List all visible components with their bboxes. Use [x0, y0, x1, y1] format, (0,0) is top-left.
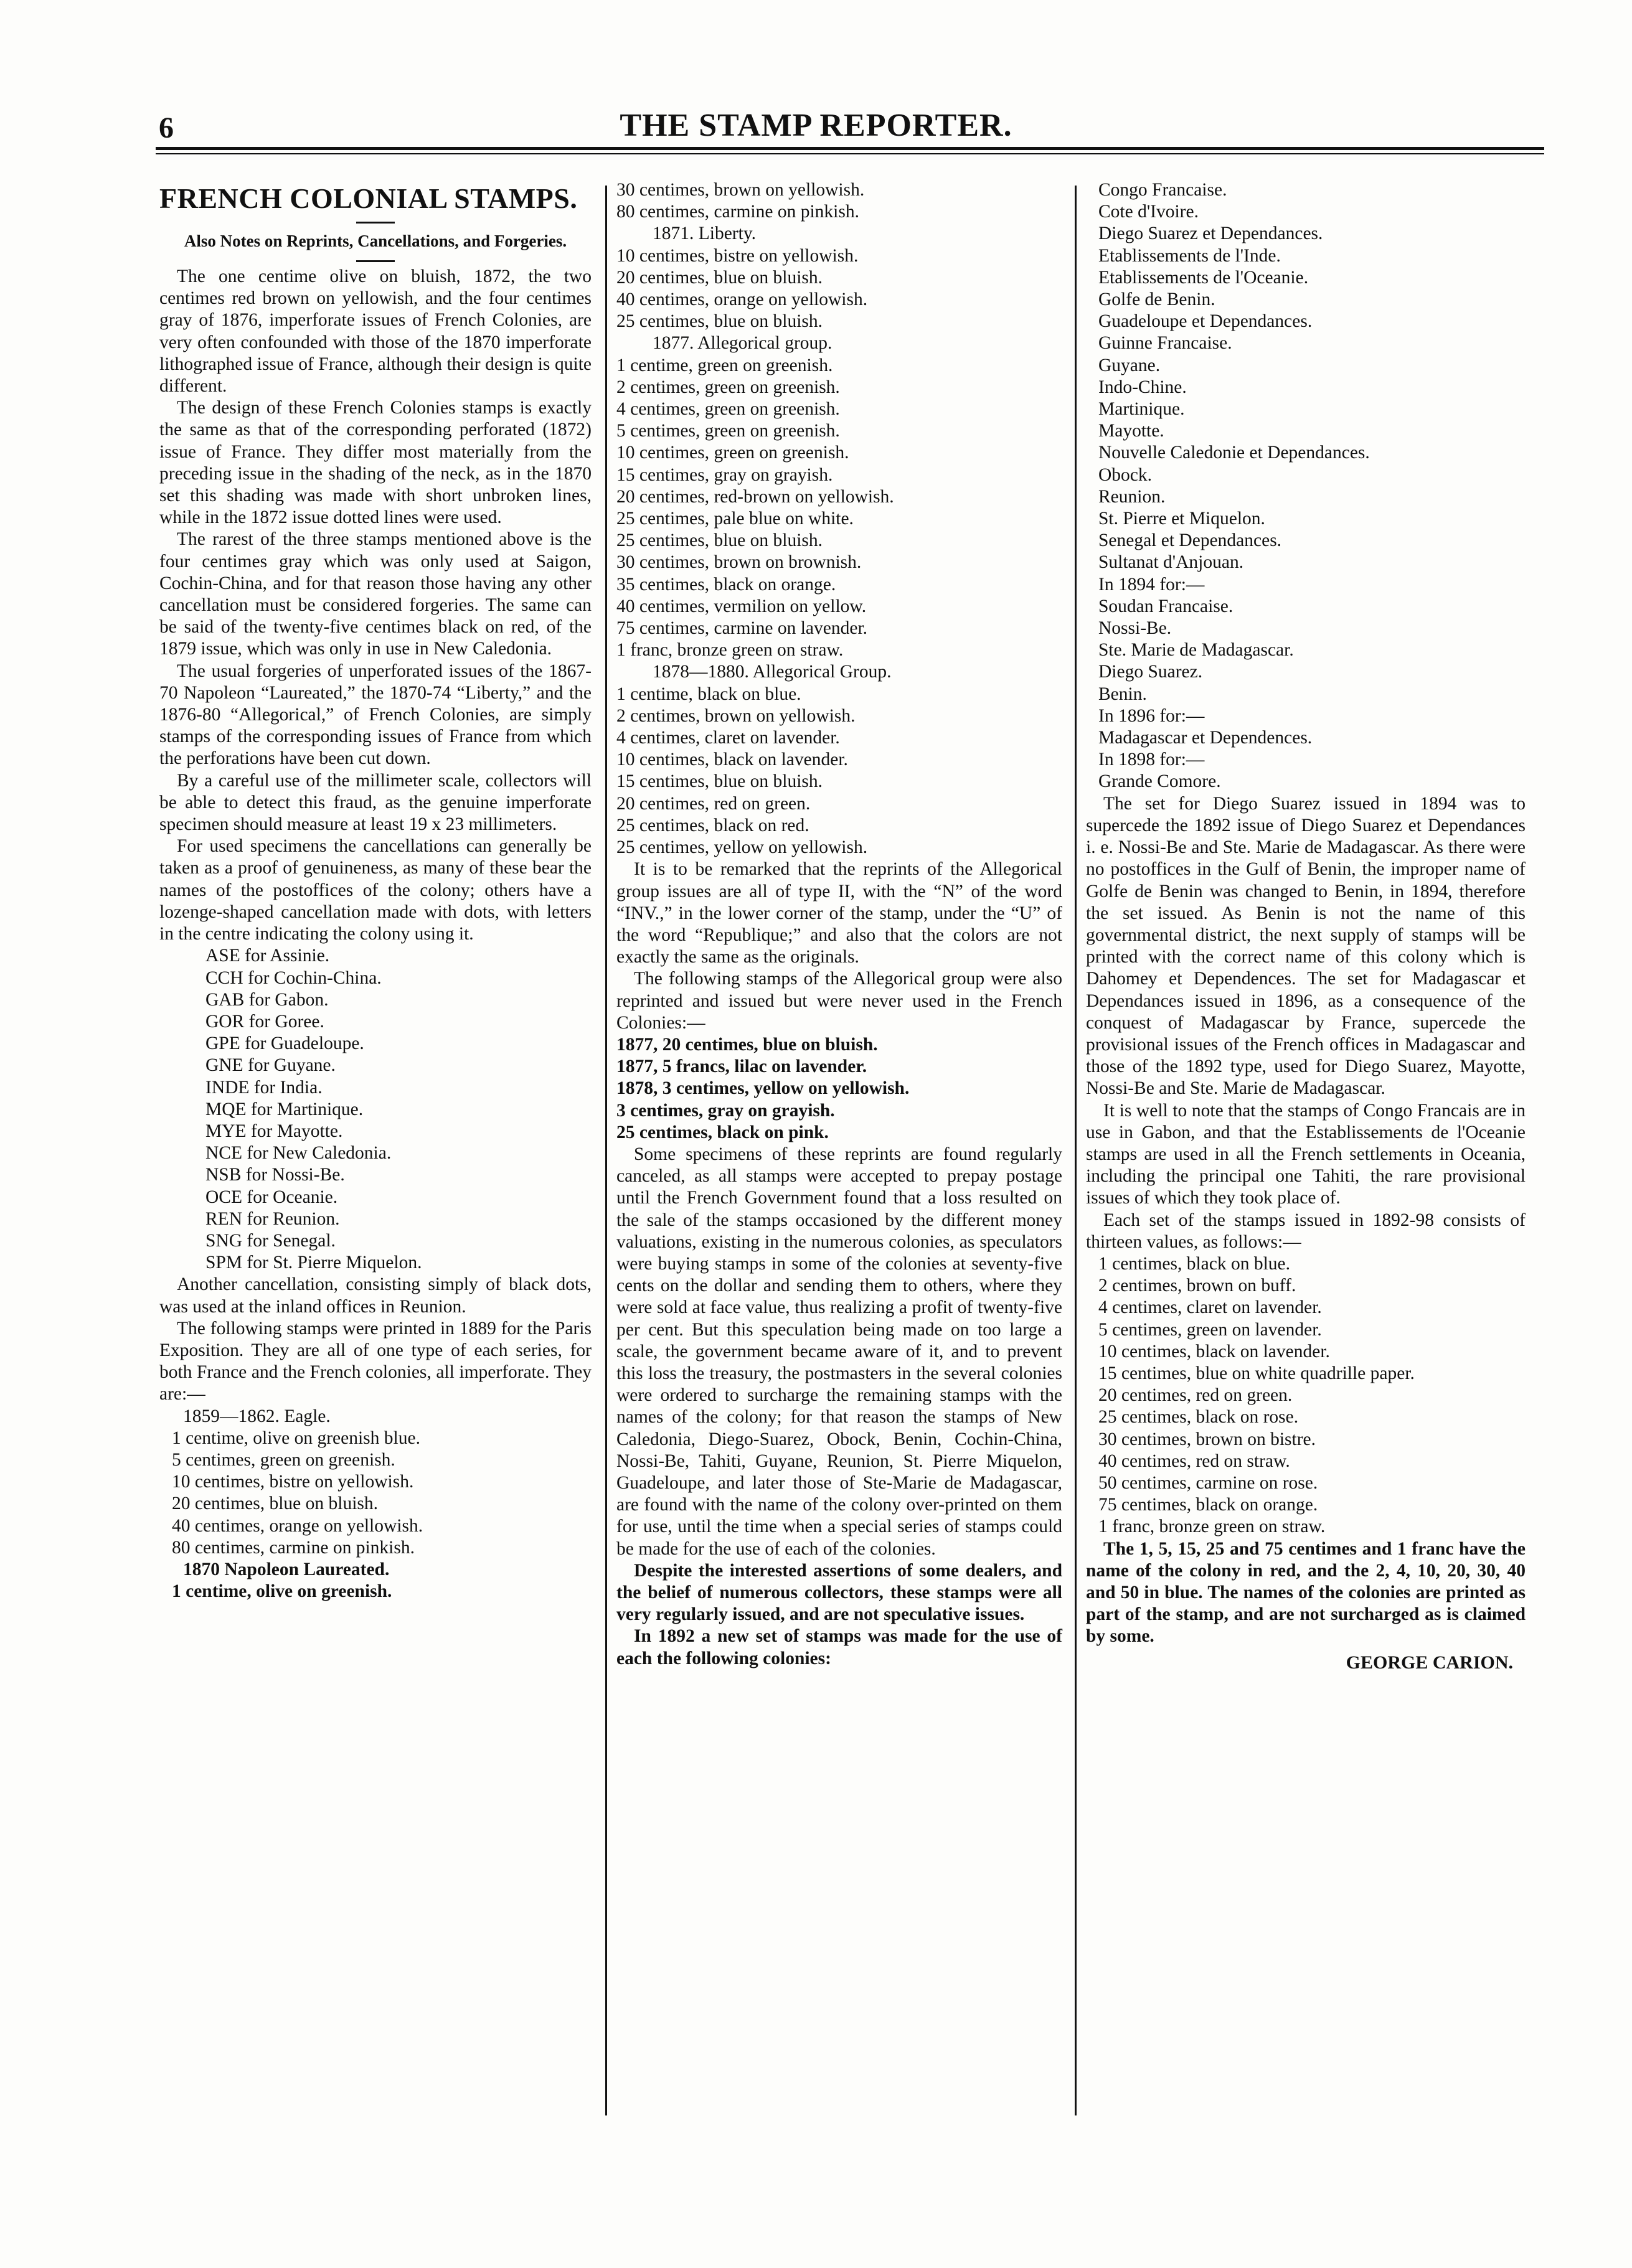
- column-2: [616, 179, 1062, 1670]
- stamp-list-item: 10 centimes, green on greenish.: [616, 443, 849, 463]
- intro-paragraphs: [159, 266, 592, 945]
- cancellation-notes: [159, 1274, 592, 1405]
- header-rule-thin: [156, 153, 1544, 154]
- stamp-list-item: 30 centimes, brown on bistre.: [1098, 1429, 1316, 1449]
- napoleon-heading: 1870 Napoleon Laureated.: [183, 1559, 390, 1579]
- colony-item: In 1898 for:—: [1098, 750, 1205, 770]
- cancellation-item: REN for Reunion.: [205, 1208, 340, 1229]
- allegorical-1877-heading: 1877. Allegorical group.: [653, 333, 833, 354]
- intro-paragraph: The rarest of the three stamps mentioned above is the four centimes gray which was only used at Saigon, Cochin-China, and for that reason those having any other cancellation must be considered forgeries. The same can be said of the twenty-five centimes black on red, of the 1879 issue, which was only in use in New Caledonia.: [159, 529, 592, 659]
- body-paragraph: Another cancellation, consisting simply of black dots, was used at the inland offices in Reunion.: [159, 1274, 592, 1317]
- stamp-list-item: 1 centimes, black on blue.: [1098, 1253, 1291, 1274]
- stamp-list-item: 1877, 5 francs, lilac on lavender.: [616, 1056, 867, 1077]
- stamp-list-item: 5 centimes, green on lavender.: [1098, 1319, 1322, 1340]
- intro-paragraph: The one centime olive on bluish, 1872, the two centimes red brown on yellowish, and the four centimes gray of 1876, imperforate issues of French Colonies, are very often confounded with those of the 1870 imperforate lithographed issue of France, although their design is quite different.: [159, 266, 592, 397]
- cancellation-item: SNG for Senegal.: [205, 1230, 336, 1251]
- colony-item: Diego Suarez.: [1098, 662, 1203, 682]
- stamp-list-item: 20 centimes, red-brown on yellowish.: [616, 486, 894, 507]
- eagle-list: [159, 1428, 592, 1559]
- colony-item: Mayotte.: [1098, 421, 1164, 441]
- never-used-paragraph: The following stamps of the Allegorical group were also reprinted and issued but were never used in the French Colonies:—: [616, 969, 1062, 1033]
- stamp-list-item: 25 centimes, pale blue on white.: [616, 509, 854, 529]
- colony-item: Guyane.: [1098, 355, 1161, 375]
- stamp-list-item: 80 centimes, carmine on pinkish.: [616, 202, 859, 222]
- title-dash: [356, 222, 395, 224]
- liberty-list: [616, 245, 1062, 333]
- stamp-list-item: 25 centimes, black on pink.: [616, 1122, 829, 1142]
- article-title: FRENCH COLONIAL STAMPS.: [159, 182, 578, 214]
- stamp-list-item: 30 centimes, brown on brownish.: [616, 552, 862, 573]
- colony-item: Reunion.: [1098, 486, 1166, 507]
- stamp-list-item: 1 centime, green on greenish.: [616, 355, 833, 375]
- colony-item: Congo Francaise.: [1098, 180, 1227, 200]
- subtitle-dash: [356, 260, 395, 262]
- cancellation-item: MQE for Martinique.: [205, 1099, 364, 1119]
- colony-item: In 1894 for:—: [1098, 574, 1205, 595]
- stamp-list-item: 5 centimes, green on greenish.: [616, 421, 840, 441]
- cancellation-item: INDE for India.: [205, 1077, 323, 1098]
- allegorical-1877-list: [616, 355, 1062, 662]
- colony-item: Obock.: [1098, 464, 1153, 485]
- cancellation-item: GOR for Goree.: [205, 1011, 324, 1032]
- stamp-list-item: 1 centime, black on blue.: [616, 684, 801, 704]
- intro-paragraph: The usual forgeries of unperforated issues of the 1867-70 Napoleon “Laureated,” the 1870-74 “Liberty,” and the 1876-80 “Allegorical,” of French Colonies, are simply stamps of the corresponding issues of France from which the perforations have been cut down.: [159, 661, 592, 769]
- stamp-list-item: 20 centimes, red on green.: [1098, 1385, 1293, 1406]
- stamp-list-item: 1 franc, bronze green on straw.: [1098, 1517, 1326, 1537]
- stamp-list-item: 2 centimes, green on greenish.: [616, 377, 840, 397]
- column-1: [159, 179, 592, 1602]
- cancellation-item: GPE for Guadeloupe.: [205, 1033, 364, 1054]
- cancellation-item: ASE for Assinie.: [205, 946, 330, 966]
- colony-item: Cote d'Ivoire.: [1098, 202, 1199, 222]
- colonies-list: [1086, 179, 1526, 793]
- colony-item: Diego Suarez et Dependances.: [1098, 224, 1323, 244]
- stamp-list-item: 1877, 20 centimes, blue on bluish.: [616, 1034, 878, 1055]
- colony-item: In 1896 for:—: [1098, 705, 1205, 726]
- stamp-list-item: 75 centimes, carmine on lavender.: [616, 618, 868, 639]
- colony-item: Nouvelle Caledonie et Dependances.: [1098, 443, 1370, 463]
- colony-item: Indo-Chine.: [1098, 377, 1187, 397]
- stamp-list-item: 20 centimes, blue on bluish.: [616, 267, 823, 288]
- final-paragraph: The 1, 5, 15, 25 and 75 centimes and 1 franc have the name of the colony in red, and the 2, 4, 10, 20, 30, 40 and 50 in blue. The names of the colonies are printed as part of the stamp, and are not surcharged as is claimed by some.: [1086, 1538, 1526, 1647]
- stamp-list-item: 40 centimes, vermilion on yellow.: [616, 596, 867, 616]
- diego-suarez-paragraph: The set for Diego Suarez issued in 1894 was to supercede the 1892 issue of Diego Suarez et Dependances i. e. Nossi-Be and Ste. Marie de Madagascar. As there were no postoffices in the Gulf of Benin, the improper name of Golfe de Benin was changed to Benin, in 1894, therefore the set issued. As Benin is not the name of this governmental district, the next supply of stamps will be printed with the correct name of this colony which is Dahomey et Dependences. The set for Madagascar et Dependances issued in 1896, as a consequence of the conquest of Madagascar by France, supercede the provisional issues of the French offices in Madagascar and those of the 1892 type, used for Diego Suarez, Mayotte, Nossi-Be and Ste. Marie de Madagascar.: [1086, 793, 1526, 1099]
- stamp-list-item: 25 centimes, black on rose.: [1098, 1407, 1299, 1428]
- intro-paragraph: For used specimens the cancellations can generally be taken as a proof of genuineness, as many of these bear the names of the postoffices of the colony; others have a lozenge-shaped cancellation made with dots, with letters in the centre indicating the colony using it.: [159, 836, 592, 944]
- cancellation-item: GAB for Gabon.: [205, 989, 329, 1010]
- stamp-list-item: 1 franc, bronze green on straw.: [616, 640, 844, 661]
- thirteen-values-list: [1086, 1253, 1526, 1538]
- column-3: [1086, 179, 1526, 1673]
- stamp-list-item: 15 centimes, blue on white quadrille paper.: [1098, 1363, 1415, 1383]
- stamp-list-item: 5 centimes, green on greenish.: [172, 1449, 395, 1470]
- colony-item: Senegal et Dependances.: [1098, 530, 1282, 551]
- in-1892-paragraph: In 1892 a new set of stamps was made for the use of each the following colonies:: [616, 1626, 1062, 1668]
- intro-paragraph: By a careful use of the millimeter scale, collectors will be able to detect this fraud, as the genuine imperforate specimen should measure at least 19 x 23 millimeters.: [159, 770, 592, 835]
- allegorical-1878-heading: 1878—1880. Allegorical Group.: [653, 662, 892, 682]
- stamp-list-item: 1 centime, olive on greenish.: [172, 1581, 392, 1602]
- allegorical-1878-list: [616, 684, 1062, 859]
- colony-item: St. Pierre et Miquelon.: [1098, 509, 1265, 529]
- colony-item: Martinique.: [1098, 399, 1185, 420]
- column-divider: [605, 186, 607, 2115]
- stamp-list-item: 4 centimes, claret on lavender.: [616, 728, 840, 748]
- congo-paragraph: It is well to note that the stamps of Congo Francais are in use in Gabon, and that the Establissements de l'Oceanie stamps are used in all the French settlements in Oceania, including the principal one Tahiti, the rare provisional issues of which they took place of.: [1086, 1100, 1526, 1208]
- colony-item: Guadeloupe et Dependances.: [1098, 311, 1313, 332]
- despite-paragraph: Despite the interested assertions of some dealers, and the belief of numerous collectors, these stamps were all very regularly issued, and are not speculative issues.: [616, 1560, 1062, 1625]
- stamp-list-item: 2 centimes, brown on buff.: [1098, 1276, 1296, 1296]
- cancellation-item: MYE for Mayotte.: [205, 1121, 343, 1141]
- eagle-heading: 1859—1862. Eagle.: [183, 1406, 331, 1426]
- cancellation-item: SPM for St. Pierre Miquelon.: [205, 1253, 422, 1273]
- colony-item: Etablissements de l'Inde.: [1098, 245, 1281, 266]
- colony-item: Sultanat d'Anjouan.: [1098, 552, 1244, 573]
- cancellation-item: NSB for Nossi-Be.: [205, 1165, 345, 1185]
- body-paragraph: The following stamps were printed in 1889 for the Paris Exposition. They are all of one type of each series, for both France and the French colonies, all imperforate. They are:—: [159, 1318, 592, 1405]
- never-used-list: [616, 1034, 1062, 1144]
- colony-item: Guinne Francaise.: [1098, 333, 1232, 354]
- colony-item: Grande Comore.: [1098, 771, 1221, 792]
- colony-item: Nossi-Be.: [1098, 618, 1172, 639]
- colony-item: Etablissements de l'Oceanie.: [1098, 267, 1309, 288]
- masthead-title: THE STAMP REPORTER.: [620, 108, 1012, 143]
- colony-item: Benin.: [1098, 684, 1147, 704]
- surcharge-paragraph: Some specimens of these reprints are found regularly canceled, as all stamps were accepted to prepay postage until the French Government found that a loss resulted on the sale of the stamps occasioned by the different money valuations, existing in the numerous colonies, as speculators were buying stamps in some of the colonies at seventy-five cents on the dollar and sending them to others, where they were sold at face value, thus realizing a profit of twenty-five per cent. But this speculation being made on too large a scale, the government became aware of it, and to prevent this loss the treasury, the postmasters in the several colonies were ordered to surcharge the remaining stamps with the names of the colony; for that reason the stamps of New Caledonia, Diego-Suarez, Obock, Benin, Cochin-China, Nossi-Be, Tahiti, Guyane, Reunion, St. Pierre Miquelon, Guadeloupe, and later those of Ste-Marie de Madagascar, are found with the name of the colony over-printed on them for use, until the time when a special series of stamps could be made for the use of each of the colonies.: [616, 1144, 1062, 1559]
- stamp-list-item: 15 centimes, blue on bluish.: [616, 771, 823, 792]
- liberty-heading: 1871. Liberty.: [653, 224, 757, 244]
- stamp-list-item: 1 centime, olive on greenish blue.: [172, 1428, 420, 1448]
- column-divider: [1075, 186, 1077, 2115]
- intro-paragraph: The design of these French Colonies stamps is exactly the same as that of the corresponding perforated (1872) issue of France. They differ most materially from the preceding issue in the shading of the neck, as in the 1870 set this shading was made with short unbroken lines, while in the 1872 issue dotted lines were used.: [159, 398, 592, 528]
- stamp-list-item: 25 centimes, yellow on yellowish.: [616, 837, 868, 858]
- stamp-list-item: 75 centimes, black on orange.: [1098, 1495, 1318, 1515]
- colony-item: Soudan Francaise.: [1098, 596, 1233, 616]
- stamp-list-item: 40 centimes, orange on yellowish.: [172, 1515, 423, 1536]
- page-number: 6: [159, 111, 174, 144]
- cancellation-item: NCE for New Caledonia.: [205, 1143, 392, 1164]
- napoleon-list: [159, 1581, 592, 1602]
- colony-item: Madagascar et Dependences.: [1098, 728, 1313, 748]
- cancellation-item: OCE for Oceanie.: [205, 1187, 338, 1207]
- stamp-list-item: 10 centimes, bistre on yellowish.: [172, 1472, 414, 1492]
- stamp-list-item: 1878, 3 centimes, yellow on yellowish.: [616, 1078, 910, 1099]
- article-subtitle: Also Notes on Reprints, Cancellations, and Forgeries.: [184, 232, 567, 250]
- stamp-list-item: 10 centimes, bistre on yellowish.: [616, 245, 859, 266]
- stamp-list-item: 35 centimes, black on orange.: [616, 574, 836, 595]
- colony-item: Golfe de Benin.: [1098, 289, 1215, 310]
- stamp-list-item: 40 centimes, red on straw.: [1098, 1451, 1290, 1471]
- stamp-list-item: 40 centimes, orange on yellowish.: [616, 289, 868, 310]
- cancellation-list: [159, 945, 592, 1274]
- stamp-list-item: 3 centimes, gray on grayish.: [616, 1100, 835, 1121]
- stamp-list-item: 20 centimes, red on green.: [616, 793, 811, 814]
- stamp-list-item: 25 centimes, black on red.: [616, 815, 809, 835]
- napoleon-list-cont: [616, 179, 1062, 223]
- stamp-list-item: 15 centimes, gray on grayish.: [616, 464, 833, 485]
- stamp-list-item: 2 centimes, brown on yellowish.: [616, 705, 856, 726]
- stamp-list-item: 4 centimes, green on greenish.: [616, 399, 840, 420]
- stamp-list-item: 4 centimes, claret on lavender.: [1098, 1297, 1322, 1318]
- stamp-list-item: 50 centimes, carmine on rose.: [1098, 1472, 1318, 1493]
- stamp-list-item: 25 centimes, blue on bluish.: [616, 530, 823, 551]
- cancellation-item: GNE for Guyane.: [205, 1055, 336, 1076]
- stamp-list-item: 25 centimes, blue on bluish.: [616, 311, 823, 332]
- stamp-list-item: 10 centimes, black on lavender.: [1098, 1341, 1330, 1362]
- author-signature: GEORGE CARION.: [1346, 1652, 1513, 1673]
- colony-item: Ste. Marie de Madagascar.: [1098, 640, 1294, 661]
- thirteen-values-paragraph: Each set of the stamps issued in 1892-98 consists of thirteen values, as follows:—: [1086, 1210, 1526, 1252]
- stamp-list-item: 10 centimes, black on lavender.: [616, 750, 848, 770]
- stamp-list-item: 20 centimes, blue on bluish.: [172, 1494, 379, 1514]
- stamp-list-item: 80 centimes, carmine on pinkish.: [172, 1537, 415, 1558]
- header-rule: [156, 147, 1544, 150]
- cancellation-item: CCH for Cochin-China.: [205, 967, 382, 988]
- reprint-paragraph: It is to be remarked that the reprints of the Allegorical group issues are all of type II, with the “N” of the word “INV.,” in the lower corner of the stamp, under the “U” of the word “Republique;” and also that the colors are not exactly the same as the originals.: [616, 859, 1062, 967]
- stamp-list-item: 30 centimes, brown on yellowish.: [616, 180, 865, 200]
